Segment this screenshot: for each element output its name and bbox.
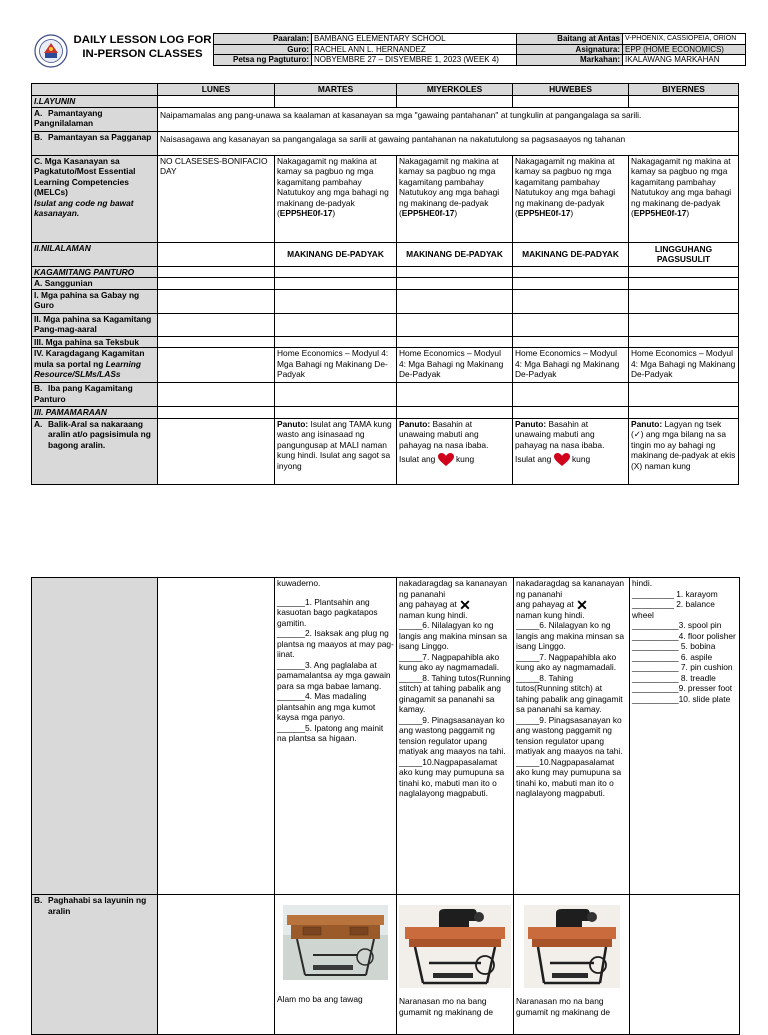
item-title: Iba pang Kagamitang Panturo bbox=[34, 383, 133, 404]
melc-lunes: NO CLASESES-BONIFACIO DAY bbox=[158, 155, 275, 242]
empty-cell bbox=[158, 336, 275, 348]
huw-item-8: _____8. Tahing tutos(Running stitch) at tahing pabalik ang ginagamit sa pananahi sa kamay. bbox=[516, 672, 623, 715]
empty-cell bbox=[275, 407, 397, 419]
empty-cell bbox=[275, 383, 397, 407]
item-letter: A. bbox=[34, 107, 43, 118]
baitang-label: Baitang at Antas bbox=[517, 34, 623, 45]
melc-biyernes bbox=[629, 155, 739, 242]
karagdagang-italic: Learning Resource/SLMs/LASs bbox=[34, 358, 142, 379]
panuto-label: Panuto: bbox=[399, 418, 431, 429]
empty-cell bbox=[513, 336, 629, 348]
huw-item-6: _____6. Nilalagyan ko ng langis ang makina minsan sa isang Linggo. bbox=[516, 620, 625, 652]
paghahabi-huwebes-text: Naranasan mo na bang gumamit ng makinang de bbox=[516, 996, 611, 1017]
deped-seal-logo bbox=[34, 34, 68, 68]
melc-close: ) bbox=[686, 208, 690, 218]
empty-cell bbox=[158, 407, 275, 419]
spacer bbox=[277, 589, 394, 597]
empty-cell bbox=[513, 407, 629, 419]
empty-cell bbox=[158, 96, 275, 108]
item-letter: B. bbox=[34, 895, 43, 905]
melc-text: Nakagagamit ng makina at kamay sa pagbuo ng mga kagamitang pambahay Natutukoy ang mga bahagi ng makinang de-padyak ( bbox=[399, 155, 500, 218]
miy-item-6: _____6. Nilalagyan ko ng langis ang makina minsan sa isang Linggo. bbox=[399, 620, 508, 652]
balik-aral-miyerkoles-cont bbox=[397, 578, 514, 895]
x-mark-icon: ✕ bbox=[576, 596, 588, 613]
martes-item-4: ______4. Mas madaling plantsahin ang mga kumot kaysa mga panyo. bbox=[277, 691, 376, 722]
empty-cell bbox=[629, 313, 739, 336]
panuto-text: Lagyan ng tsek (✓) ang mga bilang na sa tingin mo ay bahagi ng makinang de-padyak at ekis (X) naman kung bbox=[631, 418, 736, 471]
empty-cell bbox=[397, 313, 513, 336]
naman-kung-hindi: naman kung hindi. bbox=[516, 609, 585, 620]
nilalaman-miyerkoles: MAKINANG DE-PADYAK bbox=[397, 242, 513, 266]
nilalaman-biyernes: LINGGUHANG PAGSUSULIT bbox=[629, 242, 739, 266]
melc-text: Nakagagamit ng makina at kamay sa pagbuo ng mga kagamitang pambahay Natutukoy ang mga bahagi ng makinang de-padyak ( bbox=[277, 155, 389, 218]
paghahabi-martes bbox=[275, 895, 397, 1035]
melc-text: Nakagagamit ng makina at kamay sa pagbuo ng mga kagamitang pambahay Natutukoy ang mga bahagi ng makinang de-padyak ( bbox=[515, 155, 616, 218]
balik-aral-huwebes bbox=[513, 418, 629, 484]
karagdagang-title: IV. Karagdagang Kagamitan mula sa portal ng bbox=[34, 348, 145, 369]
day-header-martes: MARTES bbox=[275, 84, 397, 96]
isulat-text: Isulat ang bbox=[399, 454, 436, 465]
karagdagang-huwebes: Home Economics – Modyul 4: Mga Bahagi ng Makinang De-Padyak bbox=[513, 348, 629, 383]
kung-text: kung bbox=[569, 454, 591, 465]
title-line-1: DAILY LESSON LOG FOR bbox=[73, 34, 212, 46]
karagdagang-martes: Home Economics – Modyul 4: Mga Bahagi ng Makinang De-Padyak bbox=[275, 348, 397, 383]
empty-cell bbox=[629, 383, 739, 407]
empty-cell bbox=[158, 289, 275, 313]
empty-cell bbox=[397, 96, 513, 108]
paghahabi-label bbox=[32, 895, 158, 1035]
huw-line-1: nakadaragdag sa kananayan ng pananahi bbox=[516, 578, 625, 599]
melc-code: EPP5HE0f-17 bbox=[517, 208, 571, 218]
continued-label-cell bbox=[32, 578, 158, 895]
panuto-label: Panuto: bbox=[631, 418, 663, 429]
empty-cell bbox=[158, 242, 275, 266]
biy-item-10: __________10. slide plate bbox=[632, 693, 731, 704]
paaralan-label: Paaralan: bbox=[214, 34, 312, 45]
item-title: Pamantayang Pangnilalaman bbox=[34, 107, 103, 128]
petsa-value: NOBYEMBRE 27 – DISYEMBRE 1, 2023 (WEEK 4) bbox=[312, 55, 517, 66]
paghahabi-martes-text: Alam mo ba ang tawag bbox=[277, 994, 363, 1004]
huw-item-7: _____7. Nagpapahibla ako kung ako ay nagmamadali. bbox=[516, 651, 617, 673]
melc-text: Nakagagamit ng makina at kamay sa pagbuo ng mga kagamitang pambahay Natutukoy ang mga bahagi ng makinang de-padyak ( bbox=[631, 155, 732, 218]
pamantayan-pagganap-text: Naisasagawa ang kasanayan sa pangangalaga sa sarili at gawaing pantahanan na nakatutulong sa pagsasaayos ng tahanan bbox=[158, 131, 739, 155]
kung-text: kung bbox=[453, 454, 475, 465]
martes-item-5: ______5. Ipatong ang mainit na plantsa sa higaan. bbox=[277, 722, 384, 743]
nilalaman-martes: MAKINANG DE-PADYAK bbox=[275, 242, 397, 266]
balik-aral-biyernes-cont bbox=[630, 578, 740, 895]
melc-miyerkoles bbox=[397, 155, 513, 242]
empty-cell bbox=[158, 895, 275, 1035]
biy-item-8: __________ 8. treadle bbox=[632, 672, 716, 683]
empty-cell bbox=[630, 895, 740, 1035]
balik-aral-label bbox=[32, 418, 158, 484]
sewing-machine-image bbox=[524, 905, 620, 988]
melc-label bbox=[32, 155, 158, 242]
empty-cell bbox=[513, 278, 629, 290]
empty-cell bbox=[158, 383, 275, 407]
baitang-value: V-PHOENIX, CASSIOPEIA, ORION bbox=[623, 34, 746, 45]
empty-cell bbox=[275, 289, 397, 313]
nilalaman-heading: II.NILALAMAN bbox=[32, 242, 158, 266]
pahayag-text: ang pahayag at bbox=[516, 599, 574, 609]
panuto-label: Panuto: bbox=[277, 418, 309, 429]
header-info-table bbox=[213, 33, 746, 66]
melc-code: EPP5HE0f-17 bbox=[279, 208, 333, 218]
item-title: Paghahabi sa layunin ng aralin bbox=[48, 895, 147, 916]
pahayag-line bbox=[516, 596, 627, 613]
balik-aral-martes-cont bbox=[275, 578, 397, 895]
empty-cell bbox=[158, 418, 275, 484]
item-letter: B. bbox=[34, 383, 43, 393]
biy-item-2: _________ 2. balance wheel bbox=[632, 599, 715, 620]
day-header-biyernes: BIYERNES bbox=[629, 84, 739, 96]
day-header-lunes: LUNES bbox=[158, 84, 275, 96]
pamantayang-pangnilalaman-text: Naipamamalas ang pang-unawa sa kaalaman at kasanayan sa mga "gawaing pantahanan" at tungkulin at pangangalaga sa sarili. bbox=[158, 107, 739, 131]
melc-code: EPP5HE0f-17 bbox=[633, 208, 687, 218]
biy-item-4: __________4. floor polisher bbox=[632, 630, 736, 641]
paghahabi-miyerkoles bbox=[397, 895, 514, 1035]
melc-close: ) bbox=[570, 208, 574, 218]
pahayag-text: ang pahayag at bbox=[399, 599, 457, 609]
heart-icon bbox=[554, 453, 570, 467]
empty-cell bbox=[158, 348, 275, 383]
empty-cell bbox=[629, 96, 739, 108]
heart-icon bbox=[438, 453, 454, 467]
day-header-huwebes: HUWEBES bbox=[513, 84, 629, 96]
empty-cell bbox=[629, 407, 739, 419]
empty-cell bbox=[397, 266, 513, 278]
markahan-value: IKALAWANG MARKAHAN bbox=[623, 55, 746, 66]
empty-cell bbox=[513, 96, 629, 108]
empty-cell bbox=[513, 313, 629, 336]
melc-close: ) bbox=[454, 208, 458, 218]
guro-value: RACHEL ANN L. HERNANDEZ bbox=[312, 44, 517, 55]
melc-code: EPP5HE0f-17 bbox=[401, 208, 455, 218]
petsa-label: Petsa ng Pagtuturo: bbox=[214, 55, 312, 66]
miy-item-10: _____10.Nagpapasalamat ako kung may pumupuna sa tinahi ko, mabuti man ito o naglalayong magpabuti. bbox=[399, 756, 505, 799]
empty-cell bbox=[629, 278, 739, 290]
item-title: Balik-Aral sa nakaraang aralin at/o pagsisimula ng bagong aralin. bbox=[48, 418, 151, 450]
markahan-label: Markahan: bbox=[517, 55, 623, 66]
biy-item-9: __________9. presser foot bbox=[632, 683, 733, 693]
kagamitang-panturo-heading: KAGAMITANG PANTURO bbox=[32, 266, 158, 278]
empty-cell bbox=[629, 289, 739, 313]
melc-martes bbox=[275, 155, 397, 242]
empty-cell bbox=[158, 278, 275, 290]
empty-cell bbox=[275, 278, 397, 290]
martes-item-1: ______1. Plantsahin ang kasuotan bago pagkatapos gamitin. bbox=[277, 596, 378, 628]
isulat-text: Isulat ang bbox=[515, 454, 552, 465]
gabay-guro-label: I. Mga pahina sa Gabay ng Guro bbox=[32, 289, 158, 313]
isulat-line bbox=[515, 453, 626, 467]
karagdagang-miyerkoles: Home Economics – Modyul 4: Mga Bahagi ng Makinang De-Padyak bbox=[397, 348, 513, 383]
melc-close: ) bbox=[332, 208, 336, 218]
document-title bbox=[70, 34, 215, 61]
panuto-text: Isulat ang TAMA kung wasto ang isinasaad ng pangungusap at MALI naman kung hindi. Isulat ang sagot sa inyong bbox=[277, 418, 392, 471]
guro-label: Guro: bbox=[214, 44, 312, 55]
empty-cell bbox=[513, 383, 629, 407]
teksbuk-label: III. Mga pahina sa Teksbuk bbox=[32, 336, 158, 348]
day-header-miyerkoles: MIYERKOLES bbox=[397, 84, 513, 96]
biy-cont-text: hindi. bbox=[632, 578, 653, 588]
nilalaman-huwebes: MAKINANG DE-PADYAK bbox=[513, 242, 629, 266]
item-title: Pamantayan sa Pagganap bbox=[48, 131, 152, 142]
balik-aral-martes bbox=[275, 418, 397, 484]
empty-cell bbox=[397, 383, 513, 407]
miy-line-1: nakadaragdag sa kananayan ng pananahi bbox=[399, 578, 508, 599]
empty-cell bbox=[513, 289, 629, 313]
miy-item-9: _____9. Pinagsasanayan ko ang wastong paggamit ng tension regulator upang matiyak ang maayos na tahi. bbox=[399, 714, 506, 757]
karagdagang-kagamitan-label bbox=[32, 348, 158, 383]
empty-cell bbox=[629, 336, 739, 348]
asignatura-label: Asignatura: bbox=[517, 44, 623, 55]
melc-huwebes bbox=[513, 155, 629, 242]
empty-cell bbox=[629, 266, 739, 278]
miy-item-7: _____7. Nagpapahibla ako kung ako ay nagmamadali. bbox=[399, 651, 500, 673]
pamantayang-pangnilalaman-label bbox=[32, 107, 158, 131]
empty-cell bbox=[158, 313, 275, 336]
empty-cell bbox=[397, 289, 513, 313]
sewing-machine-image bbox=[283, 905, 388, 980]
melc-title: C. Mga Kasanayan sa Pagkatuto/Most Essential Learning Competencies (MELCs) bbox=[34, 155, 136, 197]
empty-cell bbox=[513, 266, 629, 278]
corner-cell bbox=[32, 84, 158, 96]
biy-item-6: __________ 6. aspile bbox=[632, 651, 713, 662]
martes-item-2: ______2. Isaksak ang plug ng plantsa ng maayos at may pag-iinat. bbox=[277, 628, 394, 659]
panuto-text: Basahin at unawaing mabuti ang pahayag na nasa ibaba. bbox=[399, 418, 489, 450]
naman-kung-hindi: naman kung hindi. bbox=[399, 609, 468, 620]
empty-cell bbox=[275, 336, 397, 348]
biy-item-5: __________ 5. bobina bbox=[632, 641, 716, 651]
empty-cell bbox=[397, 407, 513, 419]
title-line-2: IN-PERSON CLASSES bbox=[82, 47, 203, 60]
iba-pang-kagamitan-label bbox=[32, 383, 158, 407]
empty-cell bbox=[275, 313, 397, 336]
paghahabi-huwebes bbox=[514, 895, 630, 1035]
balik-aral-huwebes-cont bbox=[514, 578, 630, 895]
melc-note: Isulat ang code ng bawat kasanayan. bbox=[34, 197, 134, 218]
paghahabi-miyerkoles-text: Naranasan mo na bang gumamit ng makinang de bbox=[399, 996, 494, 1017]
panuto-label: Panuto: bbox=[515, 418, 547, 429]
lesson-log-table bbox=[31, 83, 739, 485]
karagdagang-biyernes: Home Economics – Modyul 4: Mga Bahagi ng Makinang De-Padyak bbox=[629, 348, 739, 383]
empty-cell bbox=[397, 336, 513, 348]
sanggunian-label: A. Sanggunian bbox=[32, 278, 158, 290]
asignatura-value: EPP (HOME ECONOMICS) bbox=[623, 44, 746, 55]
item-letter: A. bbox=[34, 418, 43, 429]
biy-item-3: __________3. spool pin bbox=[632, 620, 722, 630]
x-mark-icon: ✕ bbox=[459, 596, 471, 613]
balik-aral-miyerkoles bbox=[397, 418, 513, 484]
empty-cell bbox=[158, 266, 275, 278]
item-letter: B. bbox=[34, 131, 43, 142]
empty-cell bbox=[275, 266, 397, 278]
panuto-text: Basahin at unawaing mabuti ang pahayag na nasa ibaba. bbox=[515, 418, 605, 450]
pamamaraan-heading: III. PAMAMARAAN bbox=[32, 407, 158, 419]
biy-item-7: __________ 7. pin cushion bbox=[632, 662, 733, 672]
pamantayan-pagganap-label bbox=[32, 131, 158, 155]
huw-item-9: _____9. Pinagsasanayan ko ang wastong paggamit ng tension regulator upang matiyak ang maayos na tahi. bbox=[516, 714, 623, 757]
martes-item-3: ______3. Ang paglalaba at pamamalantsa ay mga gawain para sa mga babae lamang. bbox=[277, 659, 391, 691]
empty-cell bbox=[275, 96, 397, 108]
martes-cont-text: kuwaderno. bbox=[277, 578, 321, 588]
pahayag-line bbox=[399, 596, 511, 613]
empty-cell bbox=[397, 278, 513, 290]
isulat-line bbox=[399, 453, 510, 467]
paaralan-value: BAMBANG ELEMENTARY SCHOOL bbox=[312, 34, 517, 45]
miy-item-8: _____8. Tahing tutos(Running stitch) at tahing pabalik ang ginagamit sa pananahi sa kamay. bbox=[399, 672, 511, 715]
sewing-machine-image bbox=[399, 905, 511, 988]
biy-item-1: _________ 1. karayom bbox=[632, 588, 718, 599]
kagamitang-pang-mag-aaral-label: II. Mga pahina sa Kagamitang Pang-mag-aaral bbox=[32, 313, 158, 336]
empty-cell bbox=[158, 578, 275, 895]
huw-item-10: _____10.Nagpapasalamat ako kung may pumupuna sa tinahi ko, mabuti man ito o naglalayong magpabuti. bbox=[516, 756, 622, 799]
lesson-log-table-continued bbox=[31, 577, 740, 1035]
balik-aral-biyernes bbox=[629, 418, 739, 484]
layunin-heading: I.LAYUNIN bbox=[32, 96, 158, 108]
